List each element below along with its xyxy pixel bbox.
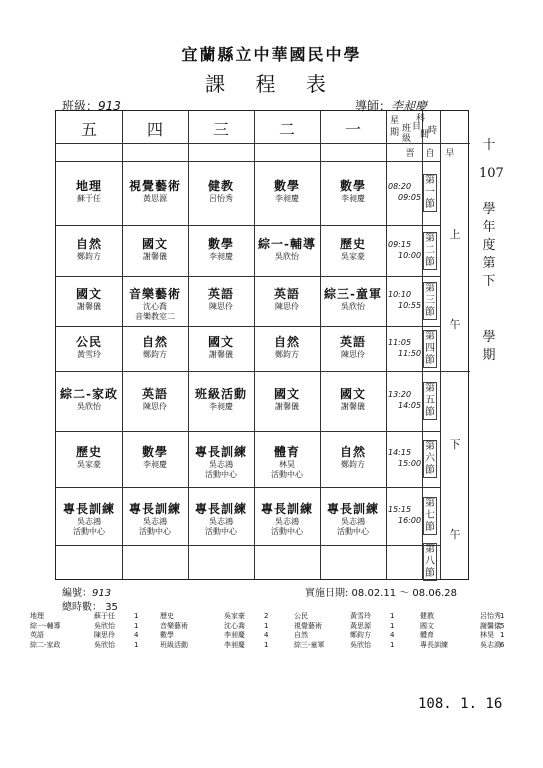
summary-entry: 歷史 — [160, 612, 174, 620]
session-label: 下 — [449, 438, 461, 451]
subject-name: 自然 — [273, 334, 300, 349]
period-time — [386, 239, 422, 261]
summary-entry: 陳思伶 — [94, 631, 115, 639]
class-slot — [188, 445, 254, 480]
teacher-name: 黃思源 — [143, 194, 167, 203]
side-title-char: 第 — [482, 256, 496, 271]
hours-label: 總時數： — [62, 602, 102, 613]
class-slot — [122, 387, 188, 412]
teacher-name: 謝馨儀 — [341, 402, 365, 411]
side-title-char: 年 — [482, 220, 496, 235]
grid-line — [56, 487, 440, 488]
summary-entry: 1 — [390, 612, 395, 620]
class-value: 913 — [98, 99, 121, 113]
classroom: 活動中心 — [205, 470, 237, 479]
summary-entry: 呂怡秀 — [480, 612, 501, 620]
teacher-name: 吳欣怡 — [275, 251, 299, 261]
summary-entry: 李昶慶 — [224, 631, 245, 639]
session-label: 上 — [449, 228, 461, 241]
period-end: 10:55 — [398, 301, 422, 310]
teacher-name: 黃雪玲 — [77, 349, 101, 359]
hours-value: 35 — [105, 602, 118, 613]
subject-name: 國文 — [273, 387, 300, 401]
summary-entry: 吳欣怡 — [94, 621, 115, 630]
period-start: 09:15 — [388, 239, 412, 249]
teacher-name: 陳思伶 — [341, 349, 365, 359]
period-label: 第三節 — [425, 283, 435, 318]
period-label: 第八節 — [425, 544, 435, 579]
period-label: 第六節 — [425, 441, 435, 476]
subject-name: 綜二-家政 — [60, 387, 118, 401]
summary-entry: 綜三-童軍 — [294, 640, 325, 649]
subject-name: 音樂藝術 — [128, 287, 181, 301]
grid-line — [56, 161, 386, 162]
class-slot — [188, 237, 254, 262]
classroom: 活動中心 — [271, 470, 303, 479]
class-slot — [254, 387, 320, 412]
grid-line — [440, 111, 441, 579]
footer-hours — [62, 598, 118, 613]
period-start: 08:20 — [388, 182, 412, 191]
class-slot — [122, 502, 188, 537]
period-time — [386, 289, 422, 311]
class-slot — [254, 237, 320, 262]
day-header: 一 — [344, 120, 361, 139]
subject-name: 國文 — [75, 287, 102, 301]
subject-name: 專長訓練 — [194, 445, 247, 459]
day-header: 二 — [278, 120, 295, 139]
corner-label: 期 — [390, 128, 400, 138]
summary-entry: 音樂藝術 — [160, 621, 188, 630]
subject-name: 自然 — [141, 334, 168, 349]
summary-entry: 吳志鴻 — [480, 640, 501, 649]
summary-entry: 黃雪玲 — [350, 612, 371, 620]
grid-line — [56, 225, 440, 226]
teacher-name: 鄭鈞方 — [341, 460, 365, 469]
teacher-name: 李昶慶 — [275, 194, 299, 203]
period-start: 15:15 — [388, 505, 412, 514]
summary-entry: 公民 — [294, 612, 308, 620]
teacher-name: 陳思伶 — [143, 402, 167, 411]
corner-label: 星 — [390, 116, 400, 126]
subject-name: 自然 — [339, 445, 366, 459]
teacher-name: 陳思伶 — [275, 302, 299, 311]
session-label: 午 — [449, 528, 461, 541]
summary-entry: 吳欣怡 — [350, 640, 371, 649]
advisor-value: 李昶慶 — [391, 99, 428, 113]
summary-entry: 黃思源 — [350, 621, 371, 630]
class-slot — [122, 237, 188, 262]
code-value: 913 — [92, 588, 112, 599]
day-header: 三 — [212, 120, 229, 139]
subject-name: 自然 — [75, 236, 102, 251]
summary-entry: 地理 — [30, 612, 44, 620]
period-start: 11:05 — [388, 337, 412, 347]
teacher-name: 吳家豪 — [77, 460, 101, 469]
teacher-name: 謝馨儀 — [275, 402, 299, 411]
session-label: 午 — [449, 318, 461, 331]
summary-entry: 1 — [134, 621, 139, 630]
period-label: 第五節 — [425, 383, 435, 418]
period-time — [386, 181, 422, 203]
grid-line — [56, 371, 440, 372]
subject-name: 英語 — [207, 287, 234, 301]
summary-entry: 謝馨儀 — [480, 621, 501, 630]
morning-selfstudy-label: 晋 自 早 — [405, 149, 459, 159]
summary-entry: 4 — [264, 631, 269, 639]
summary-entry: 沈心喬 — [224, 621, 245, 630]
classroom: 音樂教室二 — [135, 312, 175, 321]
summary-entry: 綜二-家政 — [30, 640, 61, 649]
class-slot — [122, 335, 188, 360]
summary-entry: 健教 — [420, 612, 434, 620]
class-slot — [122, 287, 188, 322]
summary-entry: 蘇于任 — [94, 612, 115, 620]
period-label: 第四節 — [425, 330, 435, 366]
period-time — [386, 504, 422, 526]
grid-line — [440, 371, 470, 372]
teacher-name: 吳志鴻 — [143, 517, 167, 526]
teacher-name: 吳欣怡 — [341, 302, 365, 311]
subject-name: 專長訓練 — [194, 502, 247, 516]
period-end: 10:00 — [398, 250, 422, 260]
subject-name: 綜一-輔導 — [258, 236, 316, 251]
teacher-name: 李昶慶 — [209, 402, 233, 411]
subject-name: 班級活動 — [194, 387, 247, 401]
side-title-char: 期 — [482, 348, 496, 363]
period-time — [386, 447, 422, 469]
teacher-name: 吳志鴻 — [275, 517, 299, 526]
period-time — [386, 337, 422, 359]
timetable — [55, 110, 469, 580]
summary-entry: 1 — [134, 640, 139, 649]
summary-entry: 6 — [500, 640, 505, 649]
teacher-name: 吳志鴻 — [209, 517, 233, 526]
class-slot — [188, 502, 254, 537]
document-title: 課 程 表 — [205, 72, 338, 96]
print-date: 108. 1. 16 — [418, 696, 503, 712]
grid-line — [56, 545, 440, 546]
subject-name: 英語 — [273, 287, 300, 301]
class-slot — [188, 179, 254, 204]
period-end: 15:00 — [398, 459, 422, 468]
teacher-name: 謝馨儀 — [77, 302, 101, 311]
class-slot — [320, 287, 386, 312]
summary-entry: 1 — [390, 621, 395, 630]
classroom: 活動中心 — [73, 527, 105, 536]
summary-entry: 班級活動 — [160, 640, 188, 649]
grid-line — [56, 431, 440, 432]
teacher-name: 鄭鈞方 — [275, 349, 299, 359]
teacher-name: 蘇于任 — [77, 194, 101, 203]
summary-entry: 1 — [134, 612, 139, 620]
summary-entry: 吳欣怡 — [94, 640, 115, 649]
teacher-name: 李昶慶 — [341, 194, 365, 203]
class-slot — [56, 237, 122, 262]
subject-name: 歷史 — [75, 445, 102, 459]
teacher-name: 謝馨儀 — [209, 349, 233, 359]
class-slot — [320, 237, 386, 262]
day-header: 四 — [146, 120, 163, 139]
class-slot — [56, 502, 122, 537]
summary-entry: 數學 — [160, 631, 174, 639]
teacher-name: 李昶慶 — [143, 460, 167, 469]
summary-entry: 吳家豪 — [224, 612, 245, 620]
summary-entry: 國文 — [420, 621, 434, 630]
class-slot — [254, 287, 320, 312]
teacher-name: 吳志鴻 — [341, 517, 365, 526]
subject-name: 專長訓練 — [260, 502, 313, 516]
day-header: 五 — [80, 120, 97, 139]
teacher-name: 吳志鴻 — [77, 517, 101, 526]
corner-label: 級 — [402, 134, 412, 144]
footer-code — [62, 584, 111, 599]
side-title-char: 107 — [479, 166, 504, 181]
teacher-name: 沈心喬 — [143, 302, 167, 311]
corner-label: 班 — [402, 124, 412, 134]
class-slot — [56, 445, 122, 470]
side-title-char: 學 — [482, 202, 496, 217]
summary-entry: 綜一-輔導 — [30, 621, 61, 630]
subject-name: 英語 — [339, 334, 366, 349]
subject-name: 數學 — [273, 179, 300, 193]
side-title-char: 度 — [482, 238, 496, 253]
class-slot — [188, 387, 254, 412]
period-label: 第二節 — [425, 232, 435, 268]
side-title-char: 下 — [482, 274, 496, 289]
period-end: 14:05 — [398, 401, 422, 410]
period-time — [386, 389, 422, 411]
classroom: 活動中心 — [205, 527, 237, 536]
summary-entry: 4 — [134, 631, 139, 639]
class-slot — [320, 502, 386, 537]
subject-name: 專長訓練 — [326, 502, 379, 516]
summary-entry: 1 — [264, 621, 269, 630]
subject-name: 健教 — [207, 179, 234, 193]
class-slot — [56, 335, 122, 360]
summary-entry: 體育 — [420, 631, 434, 639]
teacher-name: 林昊 — [279, 460, 295, 469]
summary-entry: 1 — [264, 640, 269, 649]
corner-label: 時 — [428, 126, 438, 136]
summary-entry: 李昶慶 — [224, 640, 245, 649]
teacher-name: 呂怡秀 — [209, 194, 233, 203]
side-title-char: 十 — [482, 138, 496, 153]
teacher-name: 鄭鈞方 — [77, 251, 101, 261]
class-slot — [320, 179, 386, 204]
school-name: 宜蘭縣立中華國民中學 — [181, 45, 362, 64]
class-slot — [254, 179, 320, 204]
summary-entry: 5 — [500, 621, 505, 630]
classroom: 活動中心 — [337, 527, 369, 536]
effective-dates: 實施日期: 08.02.11 ～ 08.06.28 — [305, 588, 457, 599]
summary-entry: 鄭鈞方 — [350, 631, 371, 639]
period-end: 16:00 — [398, 516, 422, 525]
period-label: 第七節 — [425, 498, 435, 533]
period-start: 13:20 — [388, 390, 412, 399]
corner-label: 科 — [416, 114, 426, 124]
class-slot — [56, 179, 122, 204]
grid-line — [56, 276, 440, 277]
subject-name: 專長訓練 — [128, 502, 181, 516]
subject-name: 國文 — [207, 334, 234, 349]
teacher-name: 吳家豪 — [341, 251, 365, 261]
subject-name: 英語 — [141, 387, 168, 401]
teacher-name: 陳思伶 — [209, 302, 233, 311]
subject-name: 視覺藝術 — [128, 179, 181, 193]
summary-entry: 2 — [264, 612, 269, 620]
subject-name: 數學 — [207, 236, 234, 251]
summary-entry: 4 — [390, 631, 395, 639]
summary-entry: 1 — [500, 612, 505, 620]
class-slot — [122, 445, 188, 470]
grid-line — [56, 326, 440, 327]
subject-name: 歷史 — [339, 236, 366, 251]
class-slot — [56, 387, 122, 412]
teacher-name: 謝馨儀 — [143, 251, 167, 261]
class-slot — [122, 179, 188, 204]
summary-entry: 專長訓練 — [420, 640, 448, 649]
classroom: 活動中心 — [139, 527, 171, 536]
teacher-name: 吳欣怡 — [77, 402, 101, 411]
teacher-name: 吳志鴻 — [209, 460, 233, 469]
class-slot — [254, 445, 320, 480]
class-slot — [320, 335, 386, 360]
period-end: 09:05 — [398, 193, 422, 202]
teacher-name: 鄭鈞方 — [143, 349, 167, 359]
subject-name: 綜三-童軍 — [324, 287, 382, 301]
class-slot — [56, 287, 122, 312]
class-slot — [320, 445, 386, 470]
subject-name: 國文 — [141, 236, 168, 251]
summary-entry: 自然 — [294, 631, 308, 639]
corner-label: 間 — [420, 130, 430, 140]
class-label: 班級： — [62, 99, 99, 113]
class-slot — [254, 335, 320, 360]
summary-entry: 1 — [500, 631, 505, 639]
period-label: 第一節 — [425, 175, 435, 210]
class-slot — [188, 287, 254, 312]
subject-name: 專長訓練 — [62, 502, 115, 516]
summary-entry: 英語 — [30, 631, 44, 639]
class-slot — [188, 335, 254, 360]
advisor-label: 導師： — [355, 99, 392, 113]
period-start: 14:15 — [388, 448, 412, 457]
period-end: 11:50 — [398, 348, 422, 358]
subject-name: 數學 — [339, 179, 366, 193]
subject-name: 地理 — [75, 179, 102, 193]
corner-label: 目 — [412, 122, 422, 132]
summary-entry: 視覺藝術 — [294, 621, 322, 630]
subject-name: 國文 — [339, 387, 366, 401]
period-start: 10:10 — [388, 290, 412, 299]
subject-name: 數學 — [141, 445, 168, 459]
teacher-name: 李昶慶 — [209, 251, 233, 261]
class-slot — [320, 387, 386, 412]
summary-entry: 1 — [390, 640, 395, 649]
subject-name: 體育 — [273, 445, 300, 459]
code-label: 編號： — [62, 588, 92, 599]
subject-name: 公民 — [75, 334, 102, 349]
classroom: 活動中心 — [271, 527, 303, 536]
class-slot — [254, 502, 320, 537]
side-title-char: 學 — [482, 330, 496, 345]
summary-entry: 林昊 — [480, 631, 494, 639]
